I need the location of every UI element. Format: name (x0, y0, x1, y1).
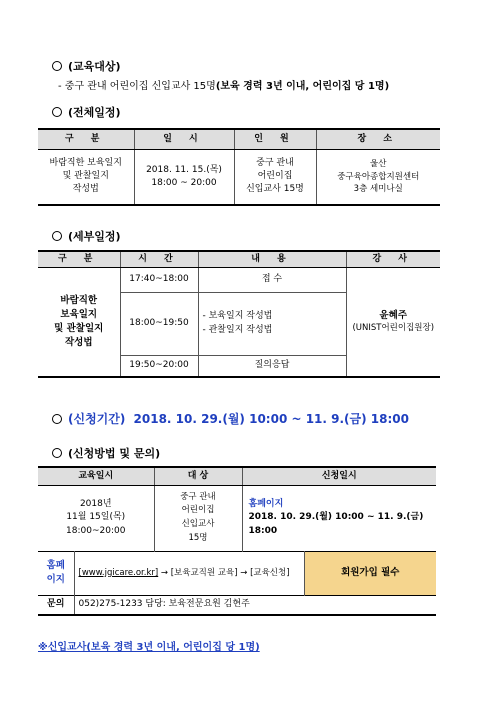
arrow-right-icon: → (160, 567, 169, 578)
circle-bullet-icon (52, 231, 62, 241)
inquiry-value: 052)275-1233 담당: 보육전문요원 김현주 (74, 595, 436, 615)
apply-method-table (38, 466, 436, 616)
edu-target-heading: (교육대상) (52, 58, 121, 74)
table-row (38, 595, 436, 615)
place-cell: 울산 중구육아종합지원센터 3층 세미나실 (316, 149, 440, 205)
time-cell: 18:00~19:50 (120, 292, 198, 355)
col-header: 신청일시 (242, 467, 436, 485)
footnote: ※신입교사(보육 경력 3년 이내, 어린이집 당 1명) (38, 642, 260, 653)
col-header: 시 간 (120, 251, 198, 267)
time-cell: 17:40~18:00 (120, 267, 198, 292)
col-header: 장 소 (316, 129, 440, 149)
homepage-link[interactable]: [www.jgicare.or.kr] (78, 567, 159, 578)
time-cell: 19:50~20:00 (120, 355, 198, 377)
homepage-label: 홈페 이지 (46, 560, 65, 585)
category-cell: 바람직한 보육일지 및 관찰일지 작성법 (38, 267, 120, 377)
circle-bullet-icon (52, 61, 62, 71)
circle-bullet-icon (52, 107, 62, 117)
detail-schedule-heading: (세부일정) (52, 228, 121, 244)
instructor-cell: 윤혜주 (UNIST어린이집원장) (346, 267, 440, 377)
arrow-right-icon: → (240, 567, 248, 578)
content-cell: 질의응답 (198, 355, 346, 377)
content-cell: 접 수 (198, 267, 346, 292)
people-cell: 중구 관내 어린이집 신입교사 15명 (234, 149, 316, 205)
apply-period-heading: (신청기간) 2018. 10. 29.(월) 10:00 ~ 11. 9.(금) 18:00 (52, 410, 409, 427)
col-header: 대 상 (154, 467, 242, 485)
table-row (38, 485, 436, 551)
target-cell: 중구 관내 어린이집 신입교사 15명 (154, 485, 242, 551)
col-header: 구 분 (38, 251, 120, 267)
apply-method-heading: (신청방법 및 문의) (52, 445, 160, 461)
datetime-cell: 2018. 11. 15.(목) 18:00 ~ 20:00 (134, 149, 234, 205)
col-header: 일 시 (134, 129, 234, 149)
col-header: 인 원 (234, 129, 316, 149)
edu-target-item: - 중구 관내 어린이집 신입교사 15명(보육 경력 3년 이내, 어린이집 당 1명) (58, 81, 390, 92)
apply-datetime-cell: 홈페이지 2018. 10. 29.(월) 10:00 ~ 11. 9.(금) 18:00 (242, 485, 436, 551)
col-header: 강 사 (346, 251, 440, 267)
table-row (38, 149, 440, 205)
circle-bullet-icon (52, 414, 62, 424)
inquiry-label: 문의 (38, 595, 74, 615)
table-row (38, 267, 440, 292)
category-cell: 바람직한 보육일지 및 관찰일지 작성법 (38, 149, 134, 205)
detail-schedule-table (38, 250, 440, 378)
content-cell: - 보육일지 작성법 - 관찰일지 작성법 (198, 292, 346, 355)
col-header: 교육일시 (38, 467, 154, 485)
overall-schedule-table (38, 128, 440, 206)
signup-required-badge: 회원가입 필수 (304, 551, 436, 595)
apply-period-value: 2018. 10. 29.(월) 10:00 ~ 11. 9.(금) 18:00 (133, 412, 409, 426)
col-header: 내 용 (198, 251, 346, 267)
circle-bullet-icon (52, 448, 62, 458)
edu-datetime-cell: 2018년 11월 15일(목) 18:00~20:00 (66, 499, 126, 536)
col-header: 구 분 (38, 129, 134, 149)
homepage-flow: [www.jgicare.or.kr] → [보육교직원 교육] → [교육신청] (74, 551, 304, 595)
overall-schedule-heading: (전체일정) (52, 104, 121, 120)
table-row (38, 551, 436, 595)
